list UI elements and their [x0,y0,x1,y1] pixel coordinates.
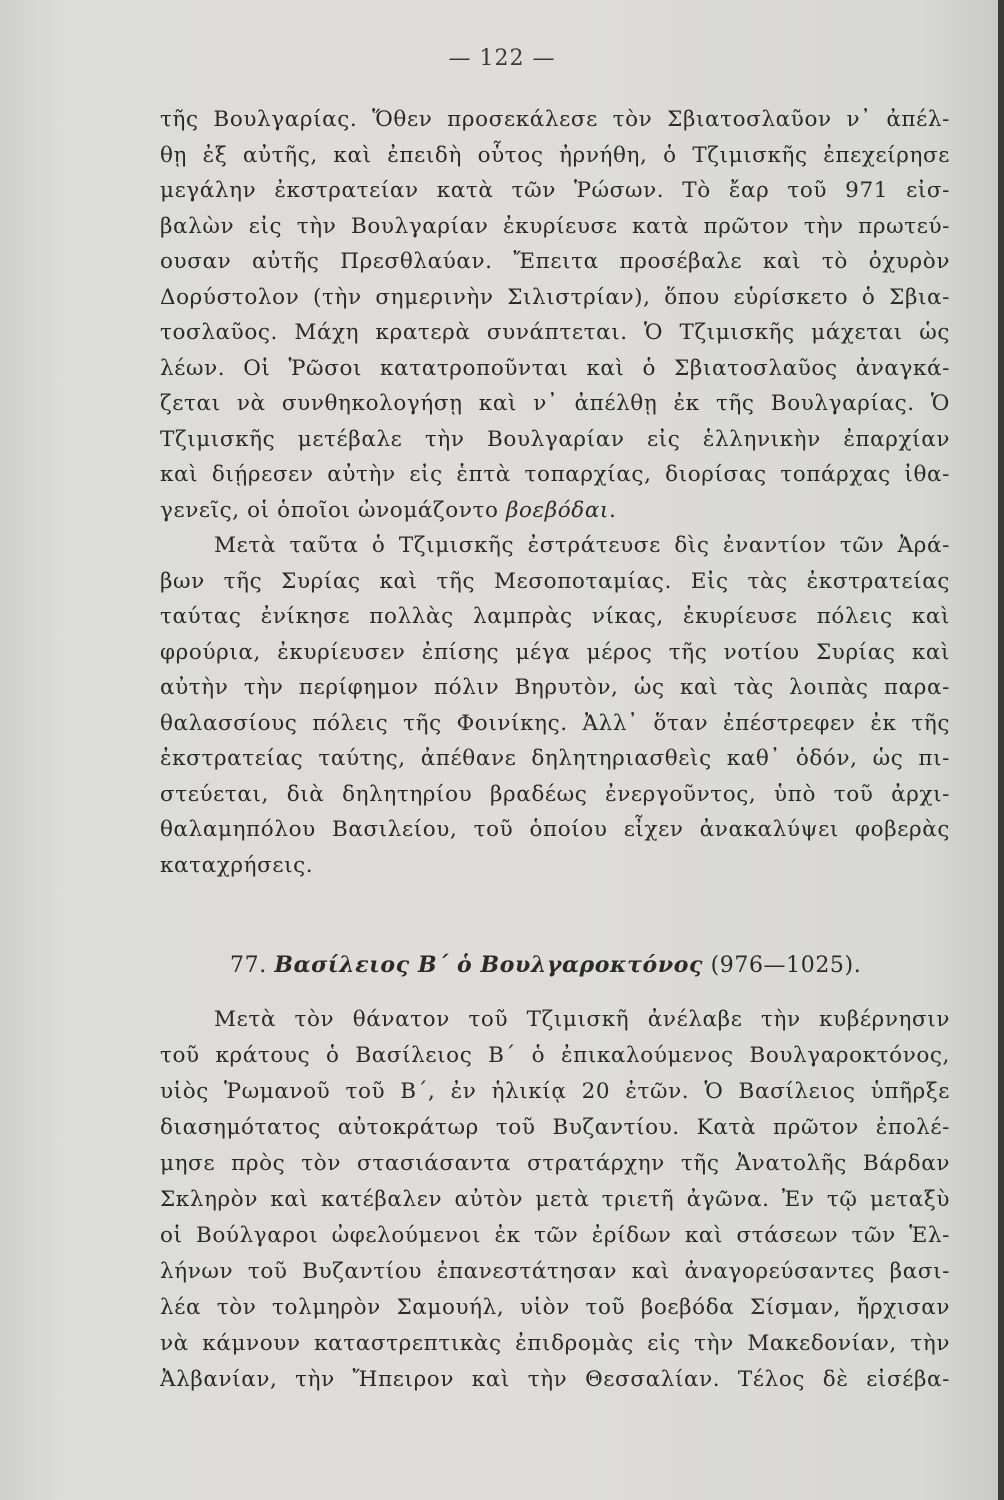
text-line [160,493,950,529]
paragraph-start: Μετὰ ταῦτα ὁ Τζιμισκῆς ἐστράτευσε δὶς ἐναντίον τῶν Ἀρά- [214,533,950,558]
text-line: λήνων τοῦ Βυζαντίου ἐπανεστάτησαν καὶ ἀναγορεύσαντες βασι- [160,1259,950,1284]
text-fragment: γενεῖς, οἱ ὁποῖοι ὠνομάζοντο [160,497,506,523]
text-line: καταχρήσεις. [160,852,314,878]
text-line: θαλαμηπόλου Βασιλείου, τοῦ ὁποίου εἶχεν ἀνακαλύψει φοβερὰς [160,817,950,842]
section-title: Βασίλειος Β´ ὁ Βουλγαροκτόνος [274,952,703,978]
body-text-lower [160,1002,950,1398]
text-line: διασημότατος αὐτοκράτωρ τοῦ Βυζαντίου. Κατὰ πρῶτον ἐπολέ- [160,1115,950,1140]
italic-term: βοεβόδαι [505,497,609,523]
text-line: Δορύστολον (τὴν σημερινὴν Σιλιστρίαν), ὅπου εὑρίσκετο ὁ Σβια- [160,284,950,310]
text-line: φρούρια, ἐκυρίευσεν ἐπίσης μέγα μέρος τῆς νοτίου Συρίας καὶ [160,639,950,665]
page-edge [998,0,1004,1500]
body-text-upper [160,102,950,883]
text-line: Ἀλβανίαν, τὴν Ἤπειρον καὶ τὴν Θεσσαλίαν. Τέλος δὲ εἰσέβα- [160,1367,950,1392]
text-fragment: . [608,497,617,523]
section-heading [230,952,861,978]
text-line: λέα τὸν τολμηρὸν Σαμουήλ, υἱὸν τοῦ βοεβόδα Σίσμαν, ἤρχισαν [160,1295,950,1320]
text-line: τοσλαῦος. Μάχη κρατερὰ συνάπτεται. Ὁ Τζιμισκῆς μάχεται ὡς [160,320,950,345]
section-number: 77. [230,953,267,978]
text-line: ἐκστρατείας ταύτης, ἀπέθανε δηλητηριασθεὶς καθ᾽ ὁδόν, ὡς πι- [160,746,950,771]
text-line: θῃ ἐξ αὐτῆς, καὶ ἐπειδὴ οὗτος ἠρνήθη, ὁ Τζιμισκῆς ἐπεχείρησε [160,142,950,168]
text-line: νὰ κάμνουν καταστρεπτικὰς ἐπιδρομὰς εἰς τὴν Μακεδονίαν, τὴν [160,1331,950,1356]
text-line: βων τῆς Συρίας καὶ τῆς Μεσοποταμίας. Εἰς τὰς ἐκστρατείας [160,568,950,594]
text-line: ουσαν αὐτῆς Πρεσθλαύαν. Ἔπειτα προσέβαλε καὶ τὸ ὀχυρὸν [160,249,950,274]
text-line: μησε πρὸς τὸν στασιάσαντα στρατάρχην τῆς Ἀνατολῆς Βάρδαν [160,1151,950,1176]
text-line: υἱὸς Ῥωμανοῦ τοῦ Β´, ἐν ἡλικίᾳ 20 ἐτῶν. Ὁ Βασίλειος ὑπῆρξε [160,1079,950,1104]
text-line: οἱ Βούλγαροι ὠφελούμενοι ἐκ τῶν ἐρίδων καὶ στάσεων τῶν Ἑλ- [160,1223,950,1248]
text-line: ταύτας ἐνίκησε πολλὰς λαμπρὰς νίκας, ἐκυρίευσε πόλεις καὶ [160,604,950,629]
paragraph-start: Μετὰ τὸν θάνατον τοῦ Τζιμισκῆ ἀνέλαβε τὴν κυβέρνησιν [214,1007,950,1032]
text-line: Σκληρὸν καὶ κατέβαλεν αὐτὸν μετὰ τριετῆ ἀγῶνα. Ἐν τῷ μεταξὺ [160,1187,950,1212]
text-line: μεγάλην ἐκστρατείαν κατὰ τῶν Ῥώσων. Τὸ ἔαρ τοῦ 971 εἰσ- [160,178,950,203]
text-line: καὶ διῄρεσεν αὐτὴν εἰς ἑπτὰ τοπαρχίας, διορίσας τοπάρχας ἰθα- [160,462,950,487]
section-dates: (976—1025). [710,953,862,978]
text-line: ζεται νὰ συνθηκολογήσῃ καὶ ν᾽ ἀπέλθῃ ἐκ τῆς Βουλγαρίας. Ὁ [160,391,950,416]
text-line: Τζιμισκῆς μετέβαλε τὴν Βουλγαρίαν εἰς ἑλληνικὴν ἐπαρχίαν [160,426,950,452]
text-line: βαλὼν εἰς τὴν Βουλγαρίαν ἐκυρίευσε κατὰ πρῶτον τὴν πρωτεύ- [160,213,950,239]
page-number: — 122 — [448,46,556,71]
text-line: στεύεται, διὰ δηλητηρίου βραδέως ἐνεργοῦντος, ὑπὸ τοῦ ἀρχι- [160,781,950,807]
text-line: θαλασσίους πόλεις τῆς Φοινίκης. Ἀλλ᾽ ὅταν ἐπέστρεφεν ἐκ τῆς [160,710,950,736]
text-line: τοῦ κράτους ὁ Βασίλειος Β´ ὁ ἐπικαλούμενος Βουλγαροκτόνος, [160,1043,950,1068]
text-line: λέων. Οἱ Ῥῶσοι κατατροποῦνται καὶ ὁ Σβιατοσλαῦος ἀναγκά- [160,355,950,381]
text-line: αὐτὴν τὴν περίφημον πόλιν Βηρυτὸν, ὡς καὶ τὰς λοιπὰς παρα- [160,675,950,700]
text-line: τῆς Βουλγαρίας. Ὅθεν προσεκάλεσε τὸν Σβιατοσλαῦον ν᾽ ἀπέλ- [160,107,950,132]
